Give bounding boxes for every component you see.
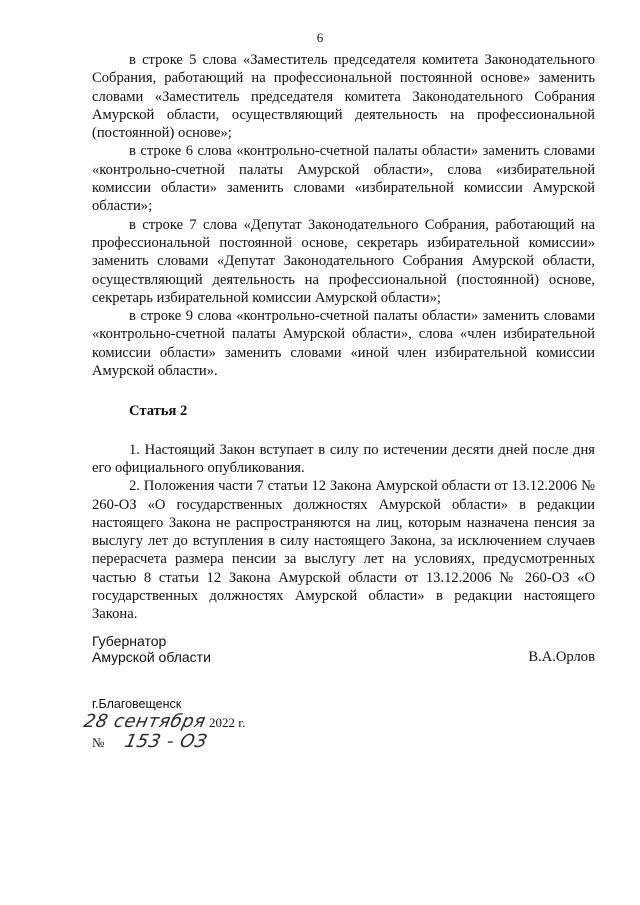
handwritten-law-number: 153 - ОЗ bbox=[123, 731, 210, 752]
city-name: г.Благовещенск bbox=[92, 697, 182, 711]
amendment-paragraph-row-6: в строке 6 слова «контрольно-счетной палаты области» заменить словами «контрольно-счетной палаты Амурской области», слова «избирательной комиссии области» заменить словами «избирательной комиссии Амурской области»; bbox=[92, 143, 595, 215]
amendment-paragraph-row-5: в строке 5 слова «Заместитель председателя комитета Законодательного Собрания, работающий на профессиональной постоянной основе» заменить словами «Заместитель председателя комитета Законодательного Собрания Амурской области, осуществляющий деятельность на профессиональной (постоянной) основе»; bbox=[92, 52, 595, 142]
amendment-paragraph-row-9: в строке 9 слова «контрольно-счетной палаты области» заменить словами «контрольно-счетной палаты Амурской области», слова «член избирательной комиссии области» заменить словами «иной член избирательной комиссии Амурской области». bbox=[92, 308, 595, 380]
article-paragraph-1: 1. Настоящий Закон вступает в силу по истечении десяти дней после дня его официального опубликования. bbox=[92, 441, 595, 476]
article-heading: Статья 2 bbox=[129, 403, 188, 420]
signatory-title-line2: Амурской области bbox=[92, 649, 211, 665]
signatory-title-line1: Губернатор bbox=[92, 633, 167, 649]
page-number: 6 bbox=[316, 30, 324, 45]
document-footer bbox=[81, 697, 352, 752]
number-label: № bbox=[92, 735, 105, 750]
date-line bbox=[81, 711, 352, 732]
signatory-name: В.А.Орлов bbox=[528, 649, 595, 665]
article-paragraph-2: 2. Положения части 7 статьи 12 Закона Амурской области от 13.12.2006 № 260-ОЗ «О государственных должностях Амурской области» в редакции настоящего Закона не распространяются на лиц, которым назначена пенсия за выслугу лет до вступления в силу настоящего Закона, за исключением случаев перерасчета размера пенсии за выслугу лет на условиях, предусмотренных частью 8 статьи 12 Закона Амурской области от 13.12.2006 № 260-ОЗ «О государственных должностях Амурской области» в редакции настоящего Закона. bbox=[92, 478, 595, 623]
amendment-paragraph-row-7: в строке 7 слова «Депутат Законодательного Собрания, работающий на профессиональной постоянной основе, секретарь избирательной комиссии» заменить словами «Депутат Законодательного Собрания Амурской области, осуществляющий деятельность на профессиональной (постоянной) основе, секретарь избирательной комиссии Амурской области»; bbox=[92, 216, 595, 306]
number-line bbox=[92, 731, 352, 751]
document-body bbox=[92, 51, 595, 624]
date-year: 2022 г. bbox=[209, 715, 246, 730]
signature-block bbox=[92, 633, 595, 665]
handwritten-date: 28 сентября bbox=[81, 711, 208, 732]
